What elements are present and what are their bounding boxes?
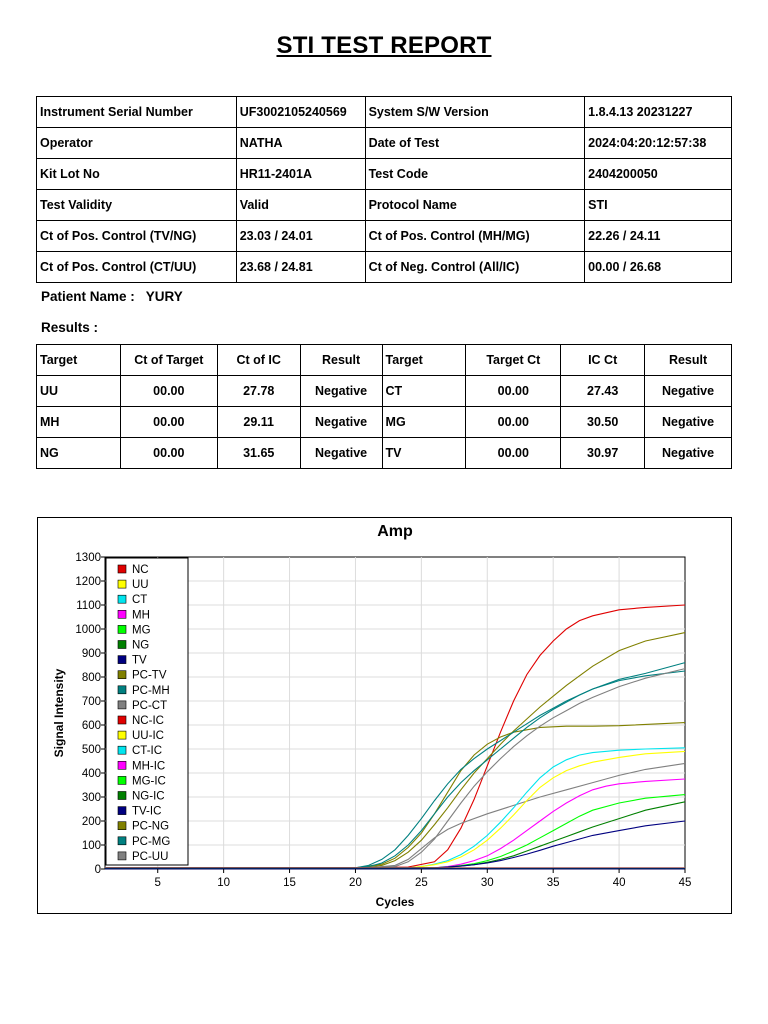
legend-swatch-ng [118,641,126,649]
results-cell: TV [382,438,466,469]
legend-swatch-uu-ic [118,731,126,739]
legend-swatch-mh-ic [118,761,126,769]
results-row [37,407,732,438]
results-cell: Negative [645,407,732,438]
plot-area [105,557,685,869]
legend-label-mh-ic: MH-IC [132,760,166,773]
results-cell: NG [37,438,121,469]
info-label-cell: Operator [37,128,237,159]
info-label-cell: Date of Test [365,128,585,159]
results-header-cell: Result [645,345,732,376]
x-axis-label: Cycles [375,895,415,909]
results-cell: Negative [645,376,732,407]
y-tick-label: 700 [81,696,101,708]
amplification-chart-svg [38,518,731,913]
legend-label-mg-ic: MG-IC [132,775,166,788]
x-tick-label: 10 [217,877,231,889]
info-label-cell: Test Validity [37,190,237,221]
info-value-cell: 23.03 / 24.01 [236,221,365,252]
results-cell: 31.65 [217,438,300,469]
legend-swatch-pc-tv [118,671,126,679]
legend-label-ng: NG [132,639,150,652]
info-label-cell: Test Code [365,159,585,190]
results-cell: 29.11 [217,407,300,438]
results-cell: UU [37,376,121,407]
chart-legend [106,558,188,865]
y-tick-label: 600 [81,720,101,732]
results-row [37,438,732,469]
legend-label-ct-ic: CT-IC [132,745,163,758]
legend-label-tv-ic: TV-IC [132,805,162,818]
results-cell: 30.97 [561,438,645,469]
amplification-chart [37,517,732,914]
results-cell: MH [37,407,121,438]
results-cell: Negative [645,438,732,469]
legend-label-pc-ct: PC-CT [132,699,168,712]
legend-swatch-ng-ic [118,792,126,800]
chart-title: Amp [377,523,413,540]
results-header-cell: Result [300,345,382,376]
legend-label-tv: TV [132,654,147,667]
legend-swatch-tv-ic [118,807,126,815]
y-tick-label: 200 [81,816,101,828]
results-header-cell: Target [382,345,466,376]
patient-name-value: YURY [145,289,183,304]
legend-swatch-pc-uu [118,852,126,860]
info-label-cell: Kit Lot No [37,159,237,190]
x-tick-label: 45 [678,877,692,889]
legend-label-nc-ic: NC-IC [132,715,164,727]
info-label-cell: Ct of Pos. Control (MH/MG) [365,221,585,252]
results-label: Results : [41,320,99,335]
x-tick-label: 20 [349,877,362,889]
y-tick-label: 1100 [76,600,101,612]
instrument-info-table [36,96,732,283]
info-row [37,128,732,159]
y-tick-label: 100 [81,840,101,852]
legend-swatch-ct [118,595,126,603]
info-label-cell: Ct of Neg. Control (All/IC) [365,252,585,283]
results-cell: 27.43 [561,376,645,407]
y-tick-label: 800 [81,672,101,684]
y-tick-label: 500 [81,744,101,756]
x-tick-label: 5 [154,877,161,889]
results-cell: 00.00 [466,407,561,438]
info-value-cell: 1.8.4.13 20231227 [585,97,732,128]
y-tick-label: 900 [81,648,101,660]
info-row [37,252,732,283]
y-tick-label: 1200 [75,576,101,588]
legend-label-uu: UU [132,579,149,592]
info-value-cell: Valid [236,190,365,221]
legend-swatch-pc-mg [118,837,126,845]
legend-label-mh: MH [132,609,150,622]
results-header-cell: IC Ct [561,345,645,376]
results-cell: Negative [300,407,382,438]
results-cell: 00.00 [120,376,217,407]
legend-swatch-pc-ct [118,701,126,709]
x-tick-label: 15 [283,877,296,889]
info-row [37,97,732,128]
results-cell: 30.50 [561,407,645,438]
results-row [37,376,732,407]
y-tick-label: 1000 [75,624,101,636]
results-cell: 00.00 [466,376,561,407]
legend-swatch-mg-ic [118,776,126,784]
results-header-cell: Ct of IC [217,345,300,376]
info-value-cell: NATHA [236,128,365,159]
info-value-cell: HR11-2401A [236,159,365,190]
legend-swatch-pc-ng [118,822,126,830]
info-value-cell: 23.68 / 24.81 [236,252,365,283]
y-tick-label: 300 [81,792,101,804]
info-value-cell: STI [585,190,732,221]
results-header-cell: Target Ct [466,345,561,376]
legend-label-ng-ic: NG-IC [132,790,165,803]
results-cell: MG [382,407,466,438]
results-cell: 00.00 [120,438,217,469]
info-value-cell: 2404200050 [585,159,732,190]
x-tick-label: 25 [414,877,428,889]
info-label-cell: Ct of Pos. Control (CT/UU) [37,252,237,283]
y-tick-label: 1300 [75,552,101,564]
legend-label-pc-uu: PC-UU [132,850,169,863]
x-tick-label: 40 [612,877,626,889]
report-title: STI TEST REPORT [276,32,492,59]
results-header-cell: Ct of Target [120,345,217,376]
legend-label-pc-mh: PC-MH [132,684,170,697]
info-row [37,221,732,252]
legend-swatch-tv [118,656,126,664]
x-tick-label: 35 [546,877,560,889]
results-header-cell: Target [37,345,121,376]
legend-swatch-mg [118,625,126,633]
patient-name-row [41,289,183,304]
info-label-cell: Ct of Pos. Control (TV/NG) [37,221,237,252]
results-cell: Negative [300,438,382,469]
results-cell: CT [382,376,466,407]
info-value-cell: 2024:04:20:12:57:38 [585,128,732,159]
info-row [37,190,732,221]
x-tick-label: 30 [480,877,494,889]
legend-label-pc-ng: PC-NG [132,820,170,833]
y-tick-label: 400 [81,768,101,780]
results-cell: 27.78 [217,376,300,407]
y-axis-label: Signal Intensity [52,668,66,758]
info-label-cell: System S/W Version [365,97,585,128]
legend-swatch-pc-mh [118,686,126,694]
legend-swatch-mh [118,610,126,618]
results-cell: 00.00 [120,407,217,438]
legend-label-ct: CT [132,594,148,607]
legend-swatch-nc-ic [118,716,126,724]
results-header-row [37,345,732,376]
legend-swatch-ct-ic [118,746,126,754]
results-cell: 00.00 [466,438,561,469]
info-value-cell: 22.26 / 24.11 [585,221,732,252]
results-cell: Negative [300,376,382,407]
legend-swatch-uu [118,580,126,588]
legend-label-pc-tv: PC-TV [132,669,167,682]
info-label-cell: Protocol Name [365,190,585,221]
legend-label-mg: MG [132,624,151,637]
legend-swatch-nc [118,565,126,573]
info-label-cell: Instrument Serial Number [37,97,237,128]
legend-label-nc: NC [132,564,149,576]
legend-label-pc-mg: PC-MG [132,835,171,848]
patient-name-label: Patient Name : [41,289,135,304]
info-value-cell: 00.00 / 26.68 [585,252,732,283]
results-table [36,344,732,469]
info-row [37,159,732,190]
legend-label-uu-ic: UU-IC [132,730,164,743]
info-value-cell: UF3002105240569 [236,97,365,128]
y-tick-label: 0 [94,864,101,876]
